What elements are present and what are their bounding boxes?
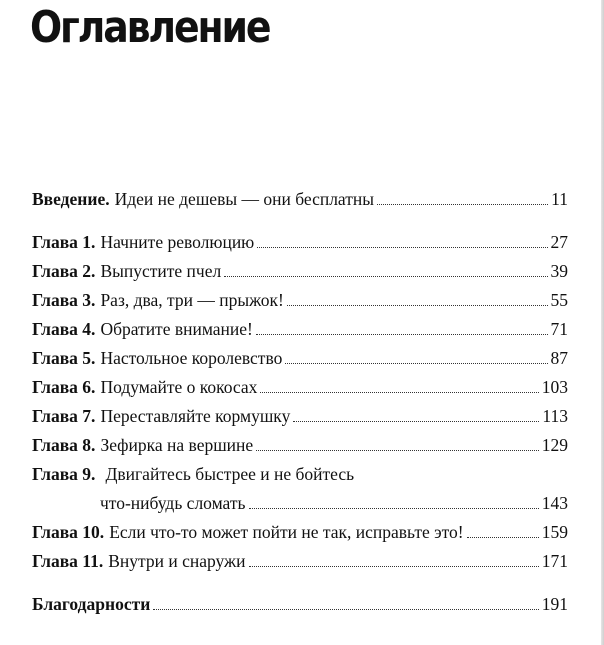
dot-leader bbox=[467, 537, 539, 538]
toc-entry-title: Обратите внимание! bbox=[100, 319, 253, 339]
toc-entry-chapter-3[interactable] bbox=[32, 289, 568, 311]
toc-entry-page: 113 bbox=[542, 406, 568, 426]
toc-entry-label: Глава 10. bbox=[32, 522, 105, 542]
toc-entry-title: Двигайтесь быстрее и не бойтесь bbox=[105, 464, 355, 484]
toc-entry-page: 11 bbox=[551, 189, 568, 209]
toc-entry-page: 143 bbox=[541, 493, 568, 513]
toc-entry-title: Переставляйте кормушку bbox=[100, 406, 291, 426]
toc-entry-page: 27 bbox=[550, 232, 568, 252]
toc-entry-title-continued: что-нибудь сломать bbox=[100, 493, 246, 513]
toc-entry-acknowledgements[interactable] bbox=[32, 593, 568, 615]
toc-entry-label: Благодарности bbox=[32, 594, 151, 614]
toc-entry-label: Глава 8. bbox=[32, 435, 96, 455]
toc-entry-label: Глава 1. bbox=[32, 232, 96, 252]
toc-entry-title: Идеи не дешевы — они бесплатны bbox=[114, 189, 375, 209]
toc-entry-chapter-4[interactable] bbox=[32, 318, 568, 340]
toc-entry-chapter-11[interactable] bbox=[32, 550, 568, 572]
dot-leader bbox=[249, 566, 539, 567]
toc-entry-chapter-5[interactable] bbox=[32, 347, 568, 369]
toc-entry-label: Глава 4. bbox=[32, 319, 96, 339]
toc-entry-page: 71 bbox=[550, 319, 568, 339]
toc-entry-chapter-8[interactable] bbox=[32, 434, 568, 456]
dot-leader bbox=[256, 334, 548, 335]
toc-entry-introduction[interactable] bbox=[32, 188, 568, 210]
toc-entry-page: 87 bbox=[550, 348, 568, 368]
toc-entry-page: 159 bbox=[541, 522, 568, 542]
toc-entry-chapter-6[interactable] bbox=[32, 376, 568, 398]
dot-leader bbox=[260, 392, 538, 393]
toc-entry-title: Внутри и снаружи bbox=[108, 551, 246, 571]
dot-leader bbox=[377, 204, 548, 205]
toc-entry-title: Выпустите пчел bbox=[100, 261, 222, 281]
toc-entry-page: 171 bbox=[541, 551, 568, 571]
toc-entry-chapter-9[interactable] bbox=[32, 463, 568, 485]
dot-leader bbox=[293, 421, 539, 422]
toc-entry-chapter-2[interactable] bbox=[32, 260, 568, 282]
toc-entry-label: Глава 11. bbox=[32, 551, 104, 571]
toc-entry-label: Глава 5. bbox=[32, 348, 96, 368]
toc-entry-label: Глава 6. bbox=[32, 377, 96, 397]
dot-leader bbox=[256, 450, 539, 451]
toc-entry-title: Раз, два, три — прыжок! bbox=[100, 290, 284, 310]
toc-entry-chapter-1[interactable] bbox=[32, 231, 568, 253]
toc-entry-title: Начните революцию bbox=[100, 232, 255, 252]
dot-leader bbox=[153, 609, 538, 610]
toc-entry-title: Если что-то может пойти не так, исправьте это! bbox=[109, 522, 464, 542]
toc-entry-title: Подумайте о кокосах bbox=[100, 377, 258, 397]
toc-entry-page: 103 bbox=[541, 377, 568, 397]
toc-entry-title: Настольное королевство bbox=[100, 348, 283, 368]
dot-leader bbox=[224, 276, 547, 277]
toc-entry-title: Зефирка на вершине bbox=[100, 435, 254, 455]
dot-leader bbox=[249, 508, 539, 509]
toc-entry-page: 55 bbox=[550, 290, 568, 310]
toc-entry-chapter-7[interactable] bbox=[32, 405, 568, 427]
toc-entry-label: Глава 7. bbox=[32, 406, 96, 426]
page-title: Оглавление bbox=[30, 2, 270, 53]
toc-entry-label: Глава 3. bbox=[32, 290, 96, 310]
toc-entry-page: 191 bbox=[541, 594, 568, 614]
dot-leader bbox=[287, 305, 548, 306]
dot-leader bbox=[285, 363, 547, 364]
toc-entry-label: Глава 2. bbox=[32, 261, 96, 281]
toc-entry-chapter-10[interactable] bbox=[32, 521, 568, 543]
toc-entry-label: Глава 9. bbox=[32, 464, 96, 484]
toc-entry-chapter-9-continued[interactable] bbox=[32, 492, 568, 514]
toc-entry-page: 129 bbox=[541, 435, 568, 455]
toc-entry-label: Введение. bbox=[32, 189, 110, 209]
toc-entry-page: 39 bbox=[550, 261, 568, 281]
dot-leader bbox=[257, 247, 547, 248]
